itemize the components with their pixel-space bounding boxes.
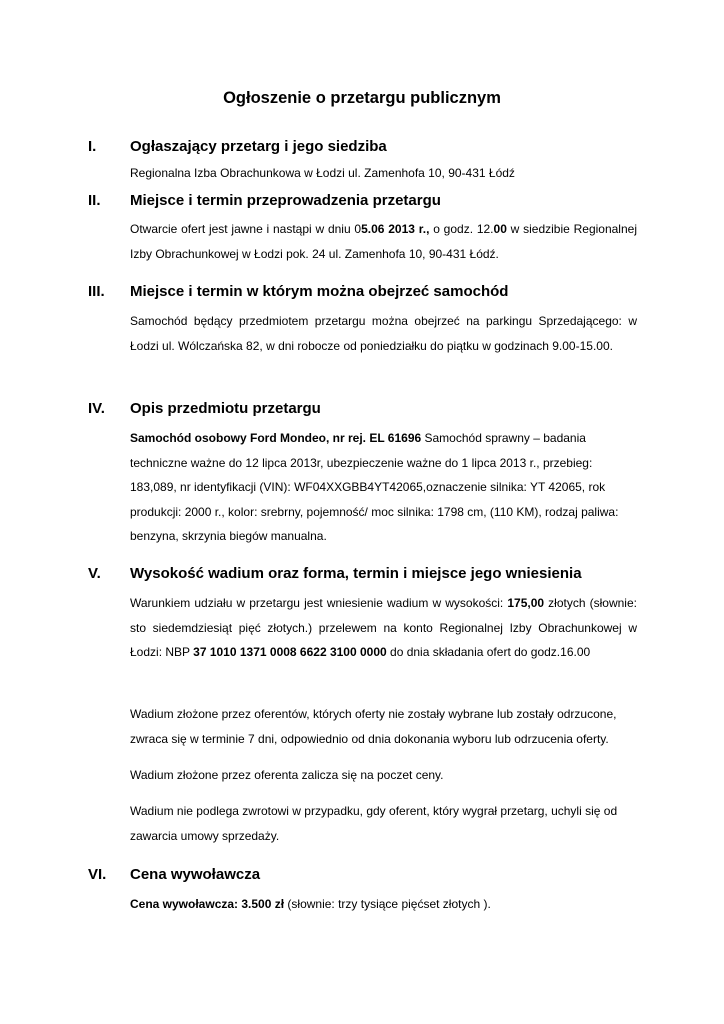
section-3-heading bbox=[88, 283, 508, 300]
section-5-paragraph-3: Wadium złożone przez oferenta zalicza się na poczet ceny. bbox=[130, 768, 444, 782]
section-6-heading bbox=[88, 866, 260, 883]
section-2-text bbox=[130, 217, 637, 266]
section-6-price: Cena wywoławcza: 3.500 zł bbox=[130, 897, 285, 911]
section-2-number: II. bbox=[88, 192, 101, 209]
section-3-text: Samochód będący przedmiotem przetargu można obejrzeć na parkingu Sprzedającego: w Łodzi ul. Wólczańska 82, w dni robocze od poniedziałku do piątku w godzinach 9.00-15.00. bbox=[130, 314, 637, 353]
section-2-minutes: 00 bbox=[493, 222, 507, 236]
section-2-text-e: w siedzibie Regionalnej Izby Obrachunkowej w Łodzi pok. 24 ul. Zamenhofa 10, 90-431 Łódź. bbox=[130, 222, 637, 261]
section-5-p1-e: do dnia składania ofert do godz.16.00 bbox=[386, 645, 591, 659]
section-1-number: I. bbox=[88, 138, 97, 155]
section-5-paragraph-1 bbox=[130, 591, 637, 665]
section-6-title: Cena wywoławcza bbox=[130, 866, 261, 883]
section-1-heading bbox=[88, 138, 387, 155]
section-5-heading bbox=[88, 565, 582, 582]
section-4-number: IV. bbox=[88, 400, 105, 417]
section-5-number: V. bbox=[88, 565, 101, 582]
section-4-heading bbox=[88, 400, 321, 417]
section-2-title: Miejsce i termin przeprowadzenia przetargu bbox=[130, 192, 441, 209]
section-2-date: 5.06 2013 r., bbox=[361, 222, 430, 236]
section-5-p1-c: złotych (słownie: sto siedemdziesiąt pięć złotych.) przelewem na konto Regionalnej Izby Obrachunkowej w Łodzi: NBP bbox=[130, 596, 637, 659]
section-2-heading bbox=[88, 192, 441, 209]
section-5-paragraph-2: Wadium złożone przez oferentów, których oferty nie zostały wybrane lub zostały odrzucone, zwraca się w terminie 7 dni, odpowiednio od dnia dokonania wyboru lub odrzucenia oferty. bbox=[130, 707, 617, 746]
section-5-title: Wysokość wadium oraz forma, termin i miejsce jego wniesienia bbox=[130, 565, 582, 582]
section-4-text bbox=[130, 426, 637, 549]
section-4-vehicle: Samochód osobowy Ford Mondeo, nr rej. EL 61696 bbox=[130, 431, 422, 445]
section-5-paragraph-4: Wadium nie podlega zwrotowi w przypadku, gdy oferent, który wygrał przetarg, uchyli się od zawarcia umowy sprzedaży. bbox=[130, 804, 618, 843]
section-1-text: Regionalna Izba Obrachunkowa w Łodzi ul. Zamenhofa 10, 90-431 Łódź bbox=[130, 166, 515, 180]
section-5-p1-a: Warunkiem udziału w przetargu jest wniesienie wadium w wysokości: bbox=[130, 596, 508, 610]
section-1-title: Ogłaszający przetarg i jego siedziba bbox=[130, 138, 387, 155]
section-6-price-words: (słownie: trzy tysiące pięćset złotych ). bbox=[284, 897, 491, 911]
section-4-title: Opis przedmiotu przetargu bbox=[130, 400, 321, 417]
section-2-text-a: Otwarcie ofert jest jawne i nastąpi w dniu 0 bbox=[130, 222, 362, 236]
section-6-text bbox=[130, 892, 637, 917]
section-2-text-c: o godz. 12. bbox=[429, 222, 494, 236]
section-3-number: III. bbox=[88, 283, 105, 300]
section-4-description: Samochód sprawny – badania techniczne ważne do 12 lipca 2013r, ubezpieczenie ważne do 1 lipca 2013 r., przebieg: 183,089, nr identyfikacji (VIN): WF04XXGBB4YT42065,oznaczenie silnika: YT 42065, rok produkcji: 2000 r., kolor: srebrny, pojemność/ moc silnika: 1798 cm, (110 KM), rodzaj paliwa: benzyna, skrzynia biegów manualna. bbox=[130, 431, 619, 543]
section-3-title: Miejsce i termin w którym można obejrzeć samochód bbox=[130, 283, 509, 300]
section-5-account-number: 37 1010 1371 0008 6622 3100 0000 bbox=[193, 645, 387, 659]
section-6-number: VI. bbox=[88, 866, 107, 883]
page-title: Ogłoszenie o przetargu publicznym bbox=[223, 89, 501, 107]
section-5-amount: 175,00 bbox=[507, 596, 545, 610]
